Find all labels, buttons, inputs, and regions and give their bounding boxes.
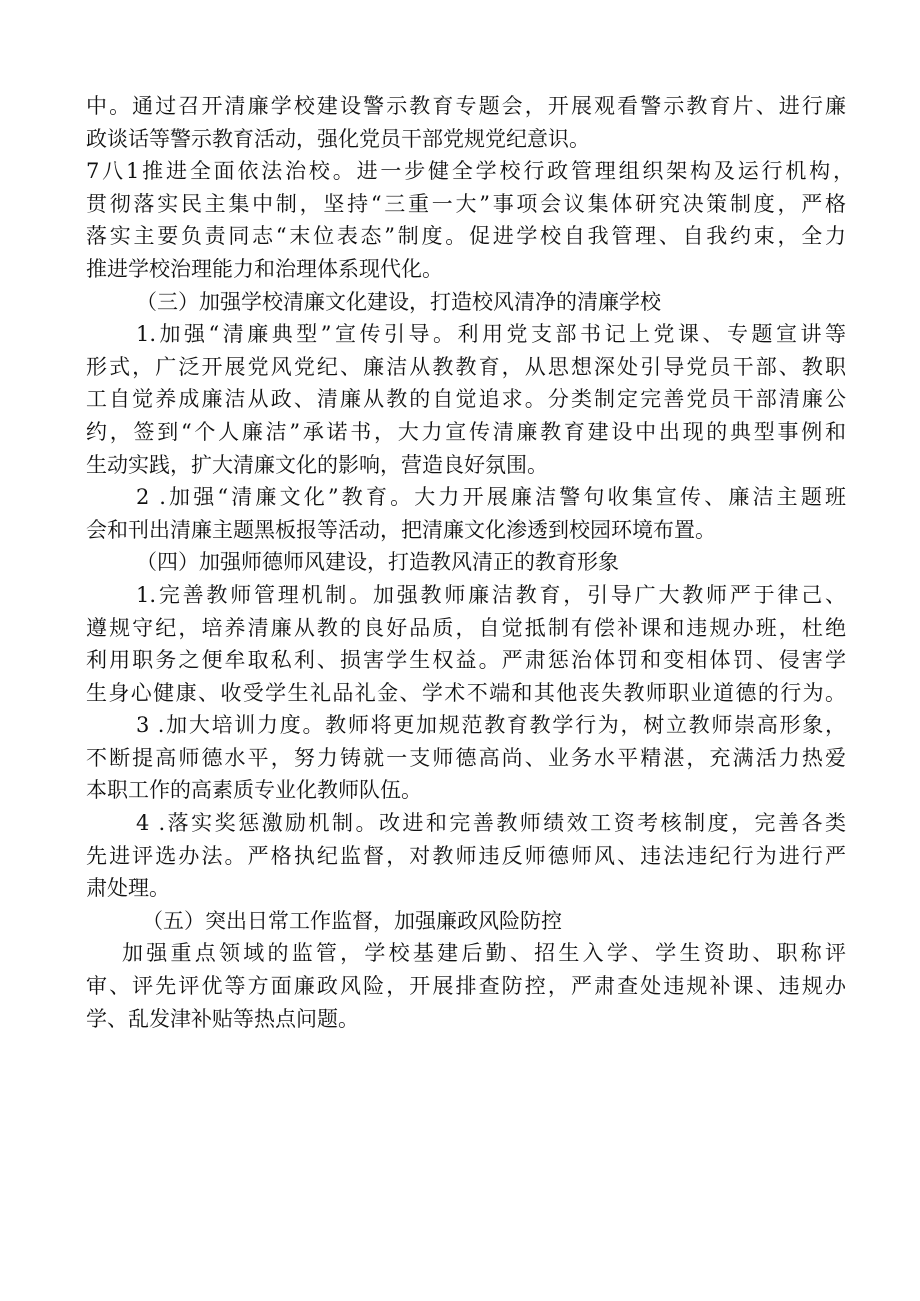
text-line: 先进评选办法。严格执纪监督，对教师违反师德师风、违法违纪行为进行严 bbox=[86, 843, 846, 868]
text-line: 政谈话等警示教育活动，强化党员干部党规党纪意识。 bbox=[86, 126, 590, 151]
text-line: 贯彻落实民主集中制，坚持“三重一大”事项会议集体研究决策制度，严格 bbox=[86, 191, 846, 216]
text-line: 1.加强“清廉典型”宣传引导。利用党支部书记上党课、专题宣讲等 bbox=[136, 322, 846, 347]
section-heading: （三）加强学校清廉文化建设，打造校风清净的清廉学校 bbox=[136, 289, 661, 314]
text-line: 1.完善教师管理机制。加强教师廉洁教育，引导广大教师严于律己、 bbox=[136, 582, 846, 607]
text-line: 3 .加大培训力度。教师将更加规范教育教学行为，树立教师崇高形象， bbox=[136, 713, 846, 738]
text-line: 加强重点领域的监管，学校基建后勤、招生入学、学生资助、职称评 bbox=[122, 941, 846, 966]
text-line: 会和刊出清廉主题黑板报等活动，把清廉文化渗透到校园环境布置。 bbox=[86, 517, 716, 542]
text-line: 生身心健康、收受学生礼品礼金、学术不端和其他丧失教师职业道德的行为。 bbox=[86, 680, 846, 705]
text-line: 不断提高师德水平，努力铸就一支师德高尚、业务水平精湛，充满活力热爱 bbox=[86, 745, 846, 770]
text-line: 形式，广泛开展党风党纪、廉洁从教教育，从思想深处引导党员干部、教职 bbox=[86, 354, 846, 379]
text-line: 生动实践，扩大清廉文化的影响，营造良好氛围。 bbox=[86, 452, 548, 477]
section-heading: （四）加强师德师风建设，打造教风清正的教育形象 bbox=[136, 550, 619, 575]
text-line: 约，签到“个人廉洁”承诺书，大力宣传清廉教育建设中出现的典型事例和 bbox=[86, 419, 846, 444]
text-line: 工自觉养成廉洁从政、清廉从教的自觉追求。分类制定完善党员干部清廉公 bbox=[86, 387, 846, 412]
section-heading: （五）突出日常工作监督，加强廉政风险防控 bbox=[142, 908, 562, 933]
text-line: 推进学校治理能力和治理体系现代化。 bbox=[86, 256, 443, 281]
text-line: 2 .加强“清廉文化”教育。大力开展廉洁警句收集宣传、廉洁主题班 bbox=[136, 485, 846, 510]
text-line: 肃处理。 bbox=[86, 876, 170, 901]
text-line: 利用职务之便牟取私利、损害学生权益。严肃惩治体罚和变相体罚、侵害学 bbox=[86, 648, 846, 673]
text-line: 学、乱发津补贴等热点问题。 bbox=[86, 1006, 359, 1031]
document-body bbox=[86, 90, 854, 1035]
text-line: 中。通过召开清廉学校建设警示教育专题会，开展观看警示教育片、进行廉 bbox=[86, 94, 846, 118]
text-line: 审、评先评优等方面廉政风险，开展排查防控，严肃查处违规补课、违规办 bbox=[86, 974, 846, 999]
text-line: 遵规守纪，培养清廉从教的良好品质，自觉抵制有偿补课和违规办班，杜绝 bbox=[86, 615, 846, 640]
text-line: 落实主要负责同志“末位表态”制度。促进学校自我管理、自我约束，全力 bbox=[86, 224, 846, 249]
text-line: 4 .落实奖惩激励机制。改进和完善教师绩效工资考核制度，完善各类 bbox=[136, 811, 846, 836]
text-line: 本职工作的高素质专业化教师队伍。 bbox=[86, 778, 422, 803]
text-line: 7八1推进全面依法治校。进一步健全学校行政管理组织架构及运行机构， bbox=[86, 159, 854, 184]
